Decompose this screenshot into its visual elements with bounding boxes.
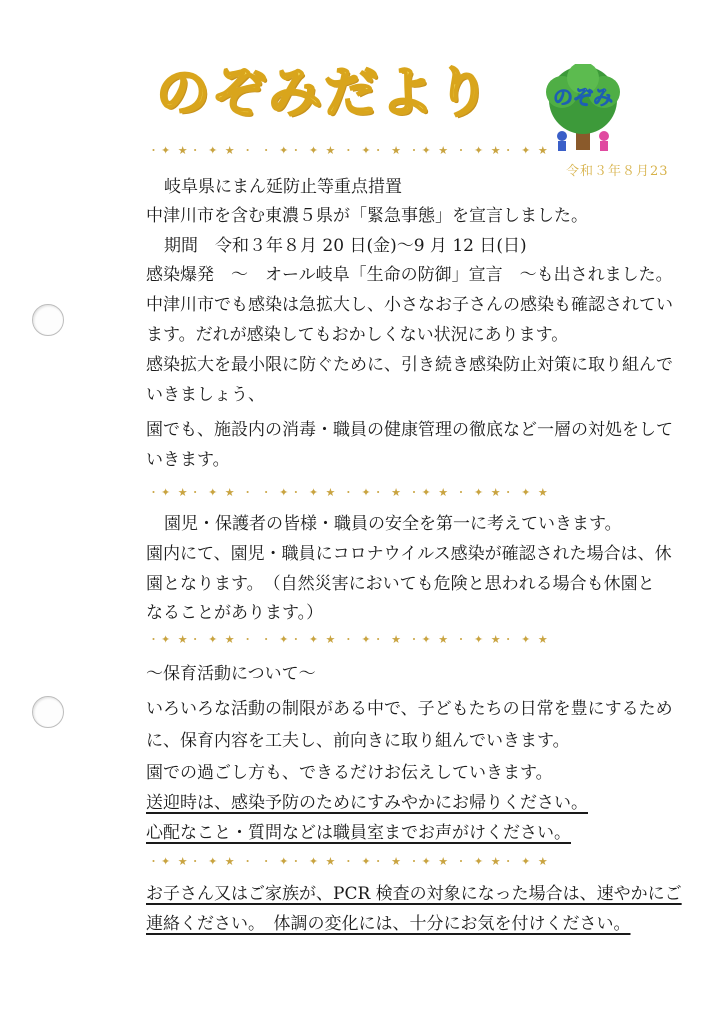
section1-line-6: ます。だれが感染してもおかしくない状況にあります。 [146,325,569,345]
section3-line-4-underlined: 送迎時は、感染予防のためにすみやかにお帰りください。 [146,793,588,813]
star-divider-1: ・✦ ★・ ✦ ★ ・ ・ ✦・ ✦ ★ ・ ✦・ ★ ・✦ ★ ・ ✦ ★・ ✦ ★ [148,144,550,157]
section3-line-1: いろいろな活動の制限がある中で、子どもたちの日常を豊にするため [146,699,673,719]
section2-line-3: 園となります。 （自然災害においても危険と思われる場合も休園と [146,574,655,594]
section1-line-7: 感染拡大を最小限に防ぐために、引き続き感染防止対策に取り組んで [146,355,673,375]
section1-line-10: いきます。 [146,450,230,470]
punch-hole-bottom [32,696,64,728]
tree-logo [540,64,626,154]
logo-text: のぞみ [553,85,613,109]
star-divider-3: ・✦ ★・ ✦ ★ ・ ・ ✦・ ✦ ★ ・ ✦・ ★ ・✦ ★ ・ ✦ ★・ ✦ ★ [148,633,550,646]
star-divider-2: ・✦ ★・ ✦ ★ ・ ・ ✦・ ✦ ★ ・ ✦・ ★ ・✦ ★ ・ ✦ ★・ ✦ ★ [148,486,550,499]
section3-line-5-underlined: 心配なこと・質問などは職員室までお声がけください。 [146,823,571,843]
section1-line-2: 中津川市を含む東濃５県が「緊急事態」を宣言しました。 [146,206,588,226]
section1-line-1: 岐阜県にまん延防止等重点措置 [164,177,402,197]
section3-heading: 〜保育活動について〜 [146,664,316,684]
section1-line-9: 園でも、施設内の消毒・職員の健康管理の徹底など一層の対処をして [146,420,673,440]
section4-line-2-underlined: 連絡ください。 体調の変化には、十分にお気を付けください。 [146,914,631,934]
section2-line-2: 園内にて、園児・職員にコロナウイルス感染が確認された場合は、休 [146,544,672,564]
section2-line-4: なることがあります。） [146,603,324,623]
newsletter-title: のぞみだより [156,61,492,124]
section1-line-4: 感染爆発 〜 オール岐阜「生命の防御」宣言 〜も出されました。 [146,265,673,285]
section1-line-8: いきましょう、 [146,385,265,405]
section3-line-3: 園での過ごし方も、できるだけお伝えしていきます。 [146,763,553,783]
section4-line-1-underlined: お子さん又はご家族が、PCR 検査の対象になった場合は、速やかにご [146,884,682,904]
issue-date: 令和３年８月23 [566,164,669,179]
section2-line-1: 園児・保護者の皆様・職員の安全を第一に考えていきます。 [164,514,622,534]
section1-line-3: 期間 令和３年８月 20 日(金)〜9 月 12 日(日) [164,236,527,256]
star-divider-4: ・✦ ★・ ✦ ★ ・ ・ ✦・ ✦ ★ ・ ✦・ ★ ・✦ ★ ・ ✦ ★・ ✦ ★ [148,855,550,868]
section3-line-2: に、保育内容を工夫し、前向きに取り組んでいきます。 [146,731,570,751]
punch-hole-top [32,304,64,336]
section1-line-5: 中津川市でも感染は急拡大し、小さなお子さんの感染も確認されてい [146,295,673,315]
